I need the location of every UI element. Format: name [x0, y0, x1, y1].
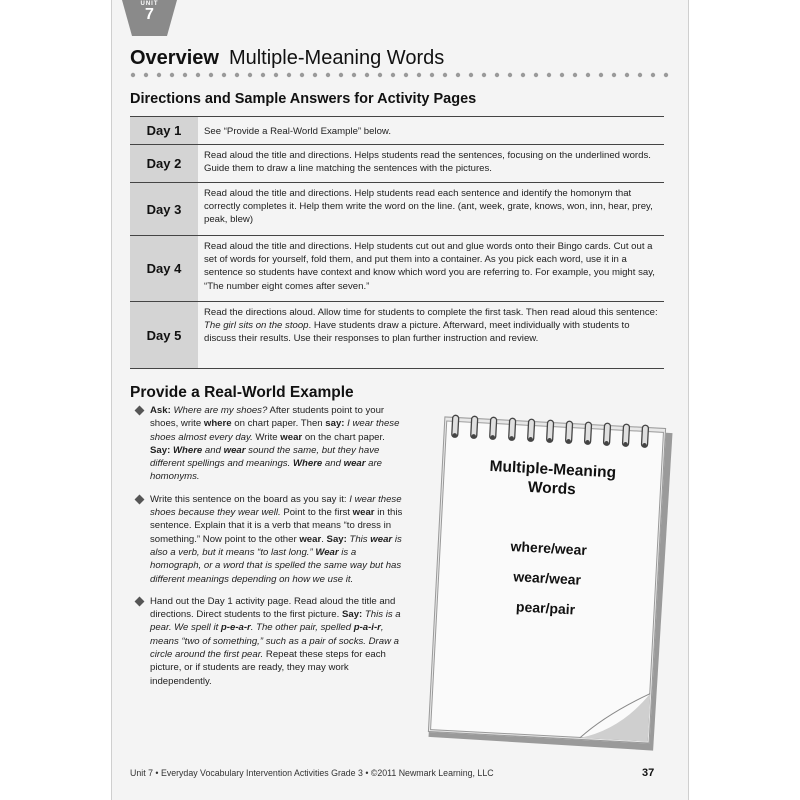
- b2-s6: wear: [299, 533, 322, 545]
- divider-dot: [313, 73, 317, 77]
- b1-s9: wear: [280, 431, 303, 443]
- b1-s8: Write: [252, 431, 281, 443]
- day-label: Day 1: [130, 117, 198, 144]
- divider-dot: [365, 73, 369, 77]
- day5-text-a: Read the directions aloud. Allow time for students to complete the first task. Then read aloud this sentence:: [204, 307, 658, 318]
- b1-s13: and: [202, 444, 224, 456]
- page-curl-icon: [430, 421, 664, 742]
- b1-s1: Ask:: [150, 405, 174, 416]
- b3-s5: . The other pair, spelled: [250, 622, 354, 634]
- notepad-illustration: [430, 418, 670, 748]
- dotted-divider: [130, 72, 670, 78]
- divider-dot: [664, 73, 668, 77]
- day-text: Read aloud the title and directions. Help students cut out and glue words onto their Bingo cards. Cut out a set of words for yourself, fold them, and put them into a container. As you pick each word, use it in a sentence so students have context and know which word you are referring to. For example, you might say, “The number eight comes after seven.”: [204, 241, 655, 292]
- day5-text-b: . Have students draw a picture. Afterward, meet individually with students to discuss their results. Use their responses to plan further instruction and review.: [204, 320, 630, 345]
- day-row: [130, 116, 664, 144]
- divider-dot: [352, 73, 356, 77]
- divider-dot: [560, 73, 564, 77]
- day-text: Read aloud the title and directions. Help students read each sentence and identify the homonym that correctly completes it. Help them write the word on the line. (ant, week, grate, knows, won, inn, hear, prey, peak, blew): [204, 188, 653, 226]
- b2-s7: .: [321, 533, 327, 545]
- divider-dot: [131, 73, 135, 77]
- divider-dot: [651, 73, 655, 77]
- divider-dot: [443, 73, 447, 77]
- b1-s15: sound the same, but they have different spellings and meanings.: [150, 444, 380, 470]
- divider-dot: [170, 73, 174, 77]
- divider-dot: [339, 73, 343, 77]
- b2-s4: wear: [352, 507, 375, 519]
- b2-s8: Say:: [326, 533, 350, 545]
- divider-dot: [248, 73, 252, 77]
- bullet-write-sentence: [136, 493, 404, 586]
- divider-dot: [599, 73, 603, 77]
- day-label: Day 3: [130, 183, 198, 235]
- day-row: [130, 182, 664, 235]
- divider-dot: [456, 73, 460, 77]
- divider-dot: [417, 73, 421, 77]
- divider-dot: [612, 73, 616, 77]
- b3-s6: p-a-i-r: [353, 622, 381, 634]
- page-number: 37: [642, 767, 655, 779]
- word-pair: wear/wear: [512, 568, 582, 588]
- day-row: [130, 235, 664, 301]
- divider-dot: [482, 73, 486, 77]
- diamond-bullet-icon: [135, 406, 145, 416]
- divider-dot: [144, 73, 148, 77]
- b1-s17: and: [322, 458, 344, 470]
- divider-dot: [300, 73, 304, 77]
- day-text: Read aloud the title and directions. Helps students read the sentences, focusing on the underlined words. Guide them to draw a line matching the sentences with the pictures.: [204, 150, 651, 175]
- divider-dot: [157, 73, 161, 77]
- b2-s11: is also a verb, but it means “to last long.”: [150, 533, 402, 558]
- divider-dot: [391, 73, 395, 77]
- divider-dot: [495, 73, 499, 77]
- b3-s1: Hand out the Day 1 activity page. Read aloud the title and directions. Direct students to the first picture.: [150, 595, 396, 621]
- divider-dot: [378, 73, 382, 77]
- b2-s1: Write this sentence on the board as you say it:: [150, 493, 350, 505]
- divider-dot: [547, 73, 551, 77]
- b3-s3: This is a pear. We spell it: [150, 609, 401, 634]
- divider-dot: [326, 73, 330, 77]
- unit-number: 7: [145, 6, 154, 23]
- day-label: Day 4: [130, 236, 198, 301]
- day-label: Day 2: [130, 145, 198, 182]
- divider-dot: [404, 73, 408, 77]
- b1-s10: on the chart paper.: [302, 431, 385, 443]
- divider-dot: [287, 73, 291, 77]
- page-title: [130, 47, 444, 70]
- b1-s5: on chart paper. Then: [231, 418, 326, 430]
- word-pair: where/wear: [510, 538, 588, 559]
- directions-heading: Directions and Sample Answers for Activity Pages: [130, 91, 477, 107]
- b2-s2: I wear these shoes because they wear well.: [150, 493, 402, 519]
- b3-s7: , means “two of something,” such as a pair of socks. Draw a circle around the first pear.: [150, 622, 400, 661]
- footer-credit: Unit 7 • Everyday Vocabulary Intervention Activities Grade 3 • ©2011 Newmark Learning, LLC: [130, 768, 494, 778]
- diamond-bullet-icon: [135, 494, 145, 504]
- notepad-title-line2: Words: [527, 478, 577, 499]
- notepad-content: [430, 421, 664, 742]
- day-label: Day 5: [130, 302, 198, 368]
- divider-dot: [469, 73, 473, 77]
- b1-s14: wear: [223, 444, 246, 456]
- b3-s4: p-e-a-r: [220, 622, 251, 634]
- day-row: [130, 144, 664, 182]
- real-world-bullets: [136, 404, 404, 697]
- b3-s2: Say:: [341, 609, 365, 621]
- b1-s11: Say:: [150, 444, 173, 456]
- divider-dot: [209, 73, 213, 77]
- unit-label: UNIT: [140, 1, 159, 7]
- divider-dot: [235, 73, 239, 77]
- b2-s3: Point to the first: [280, 507, 353, 519]
- unit-tab: [122, 0, 177, 36]
- b2-s9: This: [349, 533, 371, 545]
- divider-dot: [638, 73, 642, 77]
- b1-s4: where: [203, 418, 232, 430]
- divider-dot: [196, 73, 200, 77]
- worksheet-page: [111, 0, 689, 800]
- divider-dot: [521, 73, 525, 77]
- b3-s8: Repeat these steps for each picture, or if students are ready, they may work independently.: [150, 649, 386, 687]
- day-table: [130, 116, 664, 369]
- divider-dot: [430, 73, 434, 77]
- b1-s19: are homonyms.: [150, 458, 383, 483]
- divider-dot: [573, 73, 577, 77]
- word-pair: pear/pair: [515, 598, 576, 618]
- divider-dot: [222, 73, 226, 77]
- b1-s7: I wear these shoes almost every day.: [150, 418, 400, 443]
- b1-s2: Where are my shoes?: [173, 405, 268, 416]
- b1-s18: wear: [343, 458, 366, 470]
- b2-s5: in this sentence. Explain that it is a verb that means “to dress in something.” Now point to the other: [150, 507, 403, 545]
- b2-s10: wear: [370, 533, 393, 545]
- bullet-ask: [136, 404, 404, 484]
- b2-s13: is a homograph, or a word that is spelled the same way but has different meanings depending on how we use it.: [150, 546, 402, 585]
- b1-s12: Where: [172, 444, 203, 456]
- notepad-title-line1: Multiple-Meaning: [489, 457, 617, 482]
- day-text: [198, 302, 664, 368]
- b1-s16: Where: [292, 458, 323, 470]
- divider-dot: [508, 73, 512, 77]
- divider-dot: [183, 73, 187, 77]
- day-row: [130, 301, 664, 369]
- b1-s3: After students point to your shoes, write: [150, 405, 385, 430]
- day-text: See “Provide a Real-World Example” below.: [204, 126, 391, 137]
- divider-dot: [586, 73, 590, 77]
- real-world-heading: Provide a Real-World Example: [130, 384, 354, 401]
- diamond-bullet-icon: [135, 596, 145, 606]
- divider-dot: [274, 73, 278, 77]
- b2-s12: Wear: [315, 546, 339, 558]
- bullet-hand-out: [136, 595, 404, 688]
- divider-dot: [625, 73, 629, 77]
- day5-text-italic: The girl sits on the stoop: [204, 320, 309, 332]
- divider-dot: [261, 73, 265, 77]
- b1-s6: say:: [325, 418, 348, 430]
- title-overview: Overview: [130, 47, 219, 69]
- title-topic: Multiple-Meaning Words: [228, 47, 445, 69]
- divider-dot: [534, 73, 538, 77]
